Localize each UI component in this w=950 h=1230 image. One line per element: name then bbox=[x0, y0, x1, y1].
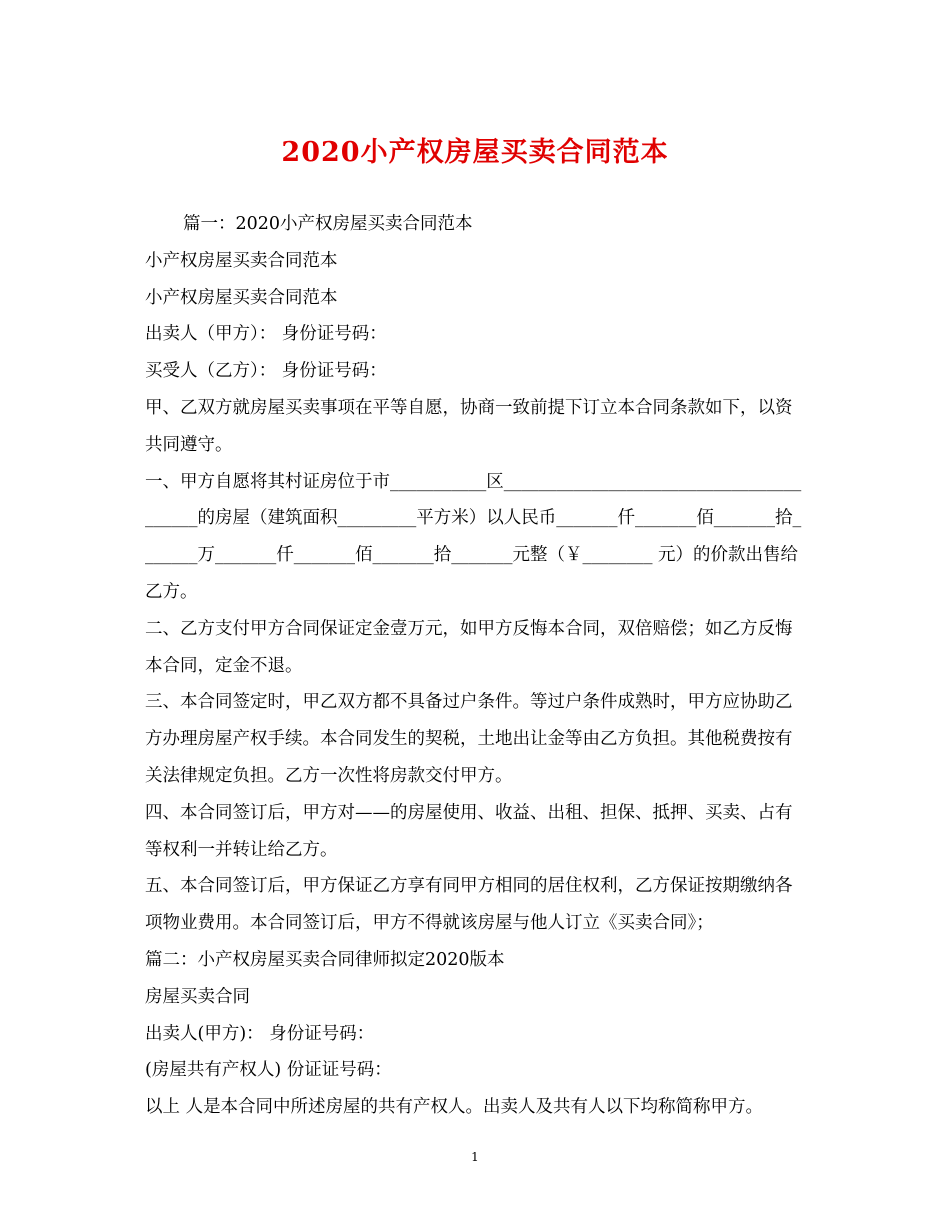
paragraph: 以上 人是本合同中所述房屋的共有产权人。出卖人及共有人以下均称简称甲方。 bbox=[145, 1097, 764, 1118]
document-title: 2020小产权房屋买卖合同范本 bbox=[281, 137, 669, 168]
clause-5: 五、本合同签订后，甲方保证乙方享有同甲方相同的居住权利，乙方保证按期缴纳各项物业费用。本合同签订后，甲方不得就该房屋与他人订立《买卖合同》； bbox=[145, 876, 793, 934]
paragraph: 小产权房屋买卖合同范本 bbox=[145, 287, 338, 308]
section-heading-2: 篇二：小产权房屋买卖合同律师拟定2020版本 bbox=[145, 949, 505, 970]
seller-line: 出卖人(甲方)： 身份证号码： bbox=[145, 1023, 375, 1044]
clause-3: 三、本合同签定时，甲乙双方都不具备过户条件。等过户条件成熟时，甲方应协助乙方办理房屋产权手续。本合同发生的契税，土地出让金等由乙方负担。其他税费按有关法律规定负担。乙方一次性将房款交付甲方。 bbox=[145, 692, 793, 786]
document-body bbox=[145, 206, 805, 1126]
co-owner-line: (房屋共有产权人) 份证证号码： bbox=[145, 1060, 392, 1081]
clause-1: 一、甲方自愿将其村证房位于市___________区________________________________________的房屋（建筑面积_________平方米）以人民币_______仟_______佰_______拾_______万_______仟_______佰_______拾_______元整（￥________ 元）的价款出售给乙方。 bbox=[145, 471, 802, 602]
buyer-line: 买受人（乙方）： 身份证号码： bbox=[145, 361, 387, 382]
seller-line: 出卖人（甲方）： 身份证号码： bbox=[145, 324, 387, 345]
section-heading-1: 篇一：2020小产权房屋买卖合同范本 bbox=[183, 214, 473, 234]
clause-4: 四、本合同签订后，甲方对——的房屋使用、收益、出租、担保、抵押、买卖、占有等权利一并转让给乙方。 bbox=[145, 802, 793, 860]
paragraph: 小产权房屋买卖合同范本 bbox=[145, 250, 338, 271]
clause-2: 二、乙方支付甲方合同保证定金壹万元，如甲方反悔本合同，双倍赔偿；如乙方反悔本合同，定金不退。 bbox=[145, 618, 793, 676]
page-number: 1 bbox=[471, 1150, 479, 1164]
paragraph: 房屋买卖合同 bbox=[145, 986, 250, 1007]
paragraph: 甲、乙双方就房屋买卖事项在平等自愿，协商一致前提下订立本合同条款如下，以资共同遵守。 bbox=[145, 397, 793, 455]
